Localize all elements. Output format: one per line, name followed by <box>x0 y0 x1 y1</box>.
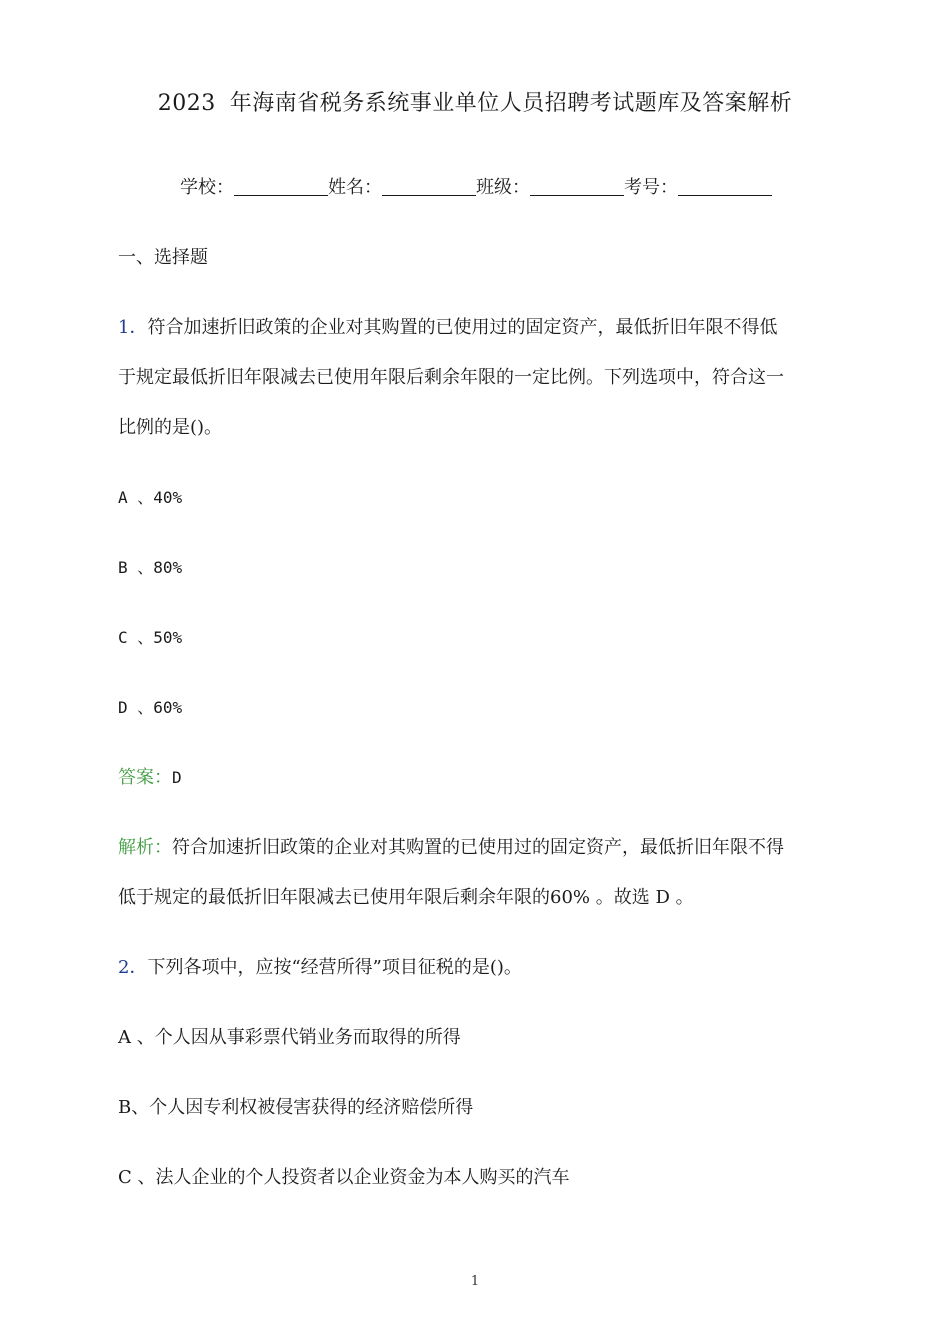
title-text: 年海南省税务系统事业单位人员招聘考试题库及答案解析 <box>229 91 793 116</box>
q1-text-1: 符合加速折旧政策的企业对其购置的已使用过的固定资产，最低折旧年限不得低 <box>147 317 778 338</box>
q1-answer <box>118 766 182 790</box>
school-blank <box>234 177 328 196</box>
exam-number-label: 考号： <box>624 177 678 198</box>
student-info-row <box>180 176 772 200</box>
q1-option-a: A 、40% <box>118 488 183 507</box>
q2-text: 下列各项中，应按“经营所得”项目征税的是()。 <box>147 957 522 978</box>
q2-line-1 <box>118 956 522 980</box>
q2-number: 2． <box>118 957 148 978</box>
analysis-label: 解析： <box>118 837 172 858</box>
q1-analysis-line-2: 低于规定的最低折旧年限减去已使用年限后剩余年限的60% 。故选 D 。 <box>118 887 694 908</box>
q1-option-d: D 、60% <box>118 698 183 717</box>
q2-option-a: A 、个人因从事彩票代销业务而取得的所得 <box>118 1027 461 1048</box>
q1-number: 1． <box>118 317 148 338</box>
document-title <box>0 90 950 118</box>
name-blank <box>382 177 476 196</box>
answer-label: 答案： <box>118 767 172 788</box>
q1-analysis-line-1 <box>118 836 784 860</box>
q1-line-2: 于规定最低折旧年限减去已使用年限后剩余年限的一定比例。下列选项中，符合这一 <box>118 367 784 388</box>
q2-option-c: C 、法人企业的个人投资者以企业资金为本人购买的汽车 <box>118 1167 570 1188</box>
q1-option-c: C 、50% <box>118 628 183 647</box>
name-label: 姓名： <box>328 177 382 198</box>
class-blank <box>530 177 624 196</box>
title-year: 2023 <box>157 91 216 116</box>
q1-line-3: 比例的是()。 <box>118 417 223 438</box>
q2-option-b: B、个人因专利权被侵害获得的经济赔偿所得 <box>118 1097 474 1118</box>
page-number: 1 <box>470 1274 480 1289</box>
class-label: 班级： <box>476 177 530 198</box>
q1-line-1 <box>118 316 777 340</box>
analysis-text-1: 符合加速折旧政策的企业对其购置的已使用过的固定资产，最低折旧年限不得 <box>172 837 784 858</box>
section-heading: 一、选择题 <box>118 247 208 268</box>
school-label: 学校： <box>180 177 234 198</box>
exam-number-blank <box>678 177 772 196</box>
answer-value: D <box>172 768 182 787</box>
q1-option-b: B 、80% <box>118 558 183 577</box>
